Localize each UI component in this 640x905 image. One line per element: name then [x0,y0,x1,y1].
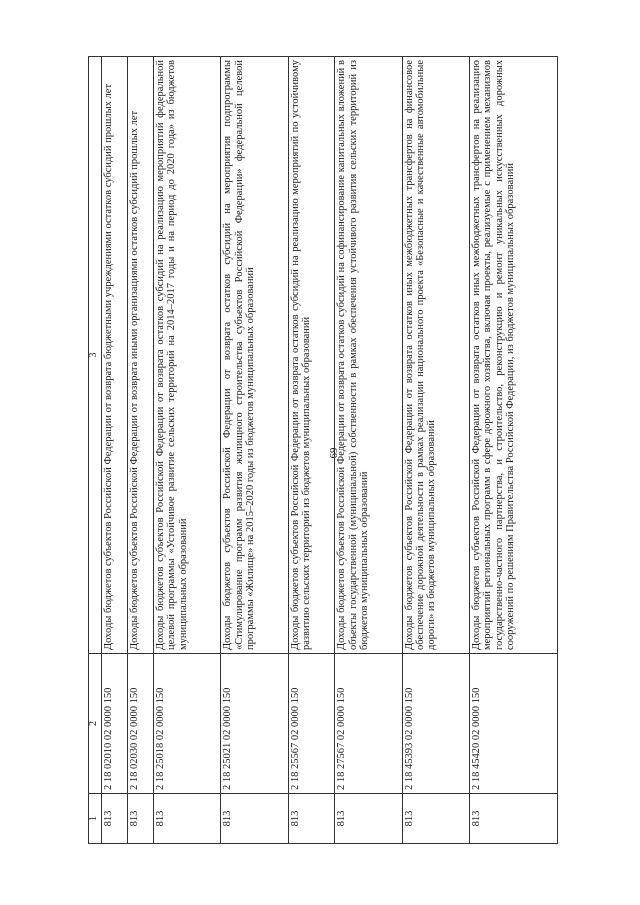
description-cell: Доходы бюджетов субъектов Российской Федерации от возврата остатков иных межбюджетных трансфертов на реализацию мероприятий региональных программ в сфере дорожного хозяйства, включая проекты, реализуемые с применением механизмов государственно-частного партнерства, и строительство, реконструкцию и ремонт уникальных искусственных дорожных сооружений по решениям Правительства Российской Федерации, из бюджетов муниципальных образований [470,57,558,654]
table-row [154,57,221,844]
table-row [221,57,288,844]
description-cell: Доходы бюджетов субъектов Российской Федерации от возврата остатков субсидий на софинансирование капитальных вложений в объекты государственной (муниципальной) собственности в рамках обеспечения устойчивого развития сельских территорий из бюджетов муниципальных образований [335,57,402,654]
budget-code-cell: 2 18 25567 02 0000 150 [288,654,335,794]
table-row [128,57,154,844]
description-cell: Доходы бюджетов субъектов Российской Федерации от возврата остатков субсидий на мероприятия подпрограммы «Стимулирование программ развития жилищного строительства субъектов Российской Федерации» федеральной целевой программы «Жилище» на 2015–2020 годы из бюджетов муниципальных образований [221,57,288,654]
description-cell: Доходы бюджетов субъектов Российской Федерации от возврата остатков иных межбюджетных трансфертов на финансовое обеспечение дорожной деятельности в рамках реализации национального проекта «Безопасные и качественные автомобильные дороги» из бюджетов муниципальных образований [402,57,469,654]
description-cell: Доходы бюджетов субъектов Российской Федерации от возврата иными организациями остатков субсидий прошлых лет [128,57,154,654]
description-cell: Доходы бюджетов субъектов Российской Федерации от возврата остатков субсидий на реализацию мероприятий по устойчивому развитию сельских территорий из бюджетов муниципальных образований [288,57,335,654]
admin-code-cell: 813 [288,794,335,844]
admin-code-cell: 813 [402,794,469,844]
admin-code-cell: 813 [128,794,154,844]
admin-code-cell: 813 [221,794,288,844]
budget-code-cell: 2 18 25021 02 0000 150 [221,654,288,794]
table-row [402,57,469,844]
budget-code-cell: 2 18 45420 02 0000 150 [470,654,558,794]
description-cell: Доходы бюджетов субъектов Российской Федерации от возврата остатков субсидий на реализацию мероприятий федеральной целевой программы «Устойчивое развитие сельских территорий на 2014–2017 годы и на период до 2020 года» из бюджетов муниципальных образований [154,57,221,654]
admin-code-cell: 813 [470,794,558,844]
table-row [335,57,402,844]
table-row [470,57,558,844]
revenue-codes-table [88,56,558,844]
budget-code-cell: 2 18 25018 02 0000 150 [154,654,221,794]
admin-code-cell: 813 [335,794,402,844]
table-row [102,57,128,844]
table-row [288,57,335,844]
header-col-2: 2 [89,654,102,794]
page-number: 69 [328,447,340,459]
budget-code-cell: 2 18 02010 02 0000 150 [102,654,128,794]
table-header-row [89,57,102,844]
admin-code-cell: 813 [154,794,221,844]
description-cell: Доходы бюджетов субъектов Российской Федерации от возврата бюджетными учреждениями остатков субсидий прошлых лет [102,57,128,654]
budget-code-cell: 2 18 45393 02 0000 150 [402,654,469,794]
header-col-3: 3 [89,57,102,654]
budget-code-cell: 2 18 02030 02 0000 150 [128,654,154,794]
budget-code-cell: 2 18 27567 02 0000 150 [335,654,402,794]
admin-code-cell: 813 [102,794,128,844]
header-col-1: 1 [89,794,102,844]
